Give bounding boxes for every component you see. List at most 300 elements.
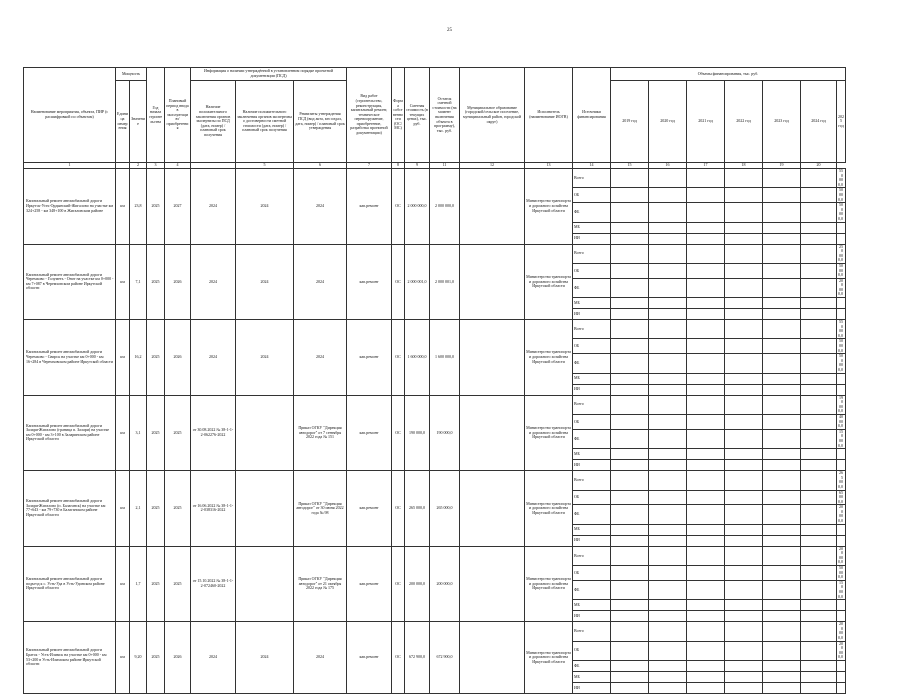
funding-source-label: ОБ	[573, 339, 611, 354]
year-amount-cell	[763, 384, 801, 395]
ownership-cell: ОС	[392, 395, 405, 471]
year-amount-cell	[725, 373, 763, 384]
year-amount-cell	[649, 641, 687, 660]
year-amount-cell	[649, 429, 687, 448]
expertise-cell: 2024	[191, 169, 236, 245]
funding-source-label: Всего	[573, 395, 611, 414]
year-amount-cell	[687, 671, 725, 682]
approval-cell: 2024	[294, 320, 347, 396]
funding-source-label: ОБ	[573, 414, 611, 429]
year-amount-cell	[649, 505, 687, 524]
year-amount-cell	[649, 535, 687, 546]
year-2025-amount: 150 000,0	[837, 580, 846, 599]
year-amount-cell	[725, 429, 763, 448]
year-amount-cell	[725, 471, 763, 490]
year-2025-amount: 200 000,0	[837, 546, 846, 565]
year-amount-cell	[649, 203, 687, 222]
year-amount-cell	[801, 471, 837, 490]
year-amount-cell	[801, 535, 837, 546]
year-amount-cell	[611, 169, 649, 188]
year-amount-cell	[687, 566, 725, 581]
year-amount-cell	[611, 188, 649, 203]
table-row	[24, 471, 846, 490]
year-2025-amount: 50 000,0	[837, 339, 846, 354]
approval-cell: 2024	[294, 244, 347, 320]
year-amount-cell	[649, 471, 687, 490]
funding-source-label: ИИ	[573, 460, 611, 471]
year-amount-cell	[649, 309, 687, 320]
year-amount-cell	[725, 566, 763, 581]
reliability-cell: 2024	[236, 244, 294, 320]
year-amount-cell	[687, 339, 725, 354]
estimated-cost-cell: 190 000,0	[405, 395, 430, 471]
column-number: 20	[801, 163, 837, 169]
year-amount-cell	[763, 373, 801, 384]
funding-source-label: ОБ	[573, 490, 611, 505]
reliability-cell: 2024	[236, 622, 294, 694]
reliability-cell: 2024	[236, 320, 294, 396]
header-year: 2023 год	[763, 81, 801, 163]
year-amount-cell	[611, 622, 649, 641]
year-amount-cell	[649, 395, 687, 414]
project-name: Капитальный ремонт автомобильной дороги Залари-Жигалово (п. Балаганск) на участке км 77+643 - км 79+730 в Балаганском районе Иркутской области	[24, 471, 116, 547]
year-amount-cell	[763, 339, 801, 354]
year-amount-cell	[763, 580, 801, 599]
year-amount-cell	[763, 460, 801, 471]
year-amount-cell	[611, 373, 649, 384]
year-amount-cell	[725, 188, 763, 203]
funding-source-label: ИИ	[573, 611, 611, 622]
year-amount-cell	[611, 203, 649, 222]
work-type-cell: кап.ремонт	[347, 244, 392, 320]
approval-cell: Приказ ОГКУ "Дирекция автодорог" от 7 сентября 2022 года № 151	[294, 395, 347, 471]
year-amount-cell	[611, 298, 649, 309]
year-amount-cell	[763, 244, 801, 263]
remaining-cost-cell: 200 000,0	[430, 546, 460, 622]
header-work-type: Вид работ (строительство, реконструкция, капитальный ремонт, техническое перевооружение, приобретение, разработка проектной документации)	[347, 68, 392, 163]
year-amount-cell	[611, 278, 649, 297]
year-2025-amount: 200 000,0	[837, 278, 846, 297]
year-amount-cell	[801, 222, 837, 233]
year-amount-cell	[763, 188, 801, 203]
year-amount-cell	[687, 682, 725, 693]
funding-source-label: ИИ	[573, 535, 611, 546]
year-amount-cell	[611, 339, 649, 354]
year-amount-cell	[725, 384, 763, 395]
year-amount-cell	[611, 222, 649, 233]
year-2025-amount: 500 000,0	[837, 203, 846, 222]
header-funding-volume: Объемы финансирования, тыс. руб.	[611, 68, 846, 81]
expertise-cell: 2024	[191, 622, 236, 694]
page-number: 25	[447, 28, 452, 33]
year-2025-amount	[837, 535, 846, 546]
year-amount-cell	[725, 203, 763, 222]
year-amount-cell	[801, 188, 837, 203]
column-number: 9	[405, 163, 430, 169]
year-2025-amount	[837, 682, 846, 693]
municipality-cell	[460, 546, 525, 622]
year-amount-cell	[763, 660, 801, 671]
year-2025-amount: 50 000,0	[837, 263, 846, 278]
year-amount-cell	[687, 263, 725, 278]
year-amount-cell	[611, 505, 649, 524]
year-2025-amount	[837, 233, 846, 244]
start-year-cell: 2025	[147, 622, 165, 694]
year-amount-cell	[801, 298, 837, 309]
year-amount-cell	[725, 395, 763, 414]
year-amount-cell	[763, 222, 801, 233]
year-amount-cell	[801, 641, 837, 660]
year-2025-amount	[837, 460, 846, 471]
year-2025-amount	[837, 611, 846, 622]
year-amount-cell	[649, 600, 687, 611]
value-cell: 1,7	[130, 546, 147, 622]
year-amount-cell	[687, 222, 725, 233]
table-row	[24, 546, 846, 565]
end-year-cell: 2026	[165, 244, 191, 320]
estimated-cost-cell: 265 000,0	[405, 471, 430, 547]
year-amount-cell	[649, 384, 687, 395]
year-amount-cell	[611, 233, 649, 244]
work-type-cell: кап.ремонт	[347, 622, 392, 694]
year-amount-cell	[725, 309, 763, 320]
year-amount-cell	[725, 611, 763, 622]
column-number: 3	[147, 163, 165, 169]
year-amount-cell	[687, 490, 725, 505]
year-amount-cell	[687, 471, 725, 490]
year-amount-cell	[763, 449, 801, 460]
funding-source-label: МБ	[573, 373, 611, 384]
year-amount-cell	[801, 460, 837, 471]
funding-source-label: ОБ	[573, 188, 611, 203]
funding-source-label: ФБ	[573, 354, 611, 373]
executor-cell: Министерство транспорта и дорожного хозяйства Иркутской области	[525, 622, 573, 694]
year-amount-cell	[801, 580, 837, 599]
year-2025-amount: 250 000,0	[837, 244, 846, 263]
year-amount-cell	[649, 524, 687, 535]
ownership-cell: ОС	[392, 169, 405, 245]
year-amount-cell	[801, 278, 837, 297]
executor-cell: Министерство транспорта и дорожного хозяйства Иркутской области	[525, 546, 573, 622]
year-amount-cell	[763, 395, 801, 414]
year-amount-cell	[611, 309, 649, 320]
year-amount-cell	[801, 320, 837, 339]
header-municipality: Муниципальное образование (городской/сельское поселение, муниципальный район, городской округ)	[460, 68, 525, 163]
year-2025-amount: 200 000,0	[837, 505, 846, 524]
year-amount-cell	[649, 546, 687, 565]
year-2025-amount	[837, 660, 846, 671]
column-number: 18	[725, 163, 763, 169]
year-amount-cell	[725, 233, 763, 244]
reliability-cell	[236, 546, 294, 622]
year-amount-cell	[725, 339, 763, 354]
year-amount-cell	[763, 611, 801, 622]
estimated-cost-cell: 672 900,0	[405, 622, 430, 694]
header-psd-info: Информация о наличии утверждённой в установленном порядке проектной документации (ПСД)	[191, 68, 347, 81]
unit-cell: км	[116, 395, 130, 471]
column-number: 5	[236, 163, 294, 169]
year-amount-cell	[725, 244, 763, 263]
end-year-cell: 2026	[165, 320, 191, 396]
year-2025-amount: 50 000,0	[837, 188, 846, 203]
year-amount-cell	[687, 524, 725, 535]
year-amount-cell	[649, 320, 687, 339]
column-number: 2	[130, 163, 147, 169]
start-year-cell: 2025	[147, 244, 165, 320]
year-amount-cell	[763, 414, 801, 429]
ownership-cell: ОС	[392, 622, 405, 694]
table-body	[24, 163, 846, 694]
year-amount-cell	[687, 546, 725, 565]
remaining-cost-cell: 2 000 000,0	[430, 169, 460, 245]
year-amount-cell	[687, 384, 725, 395]
year-2025-amount	[837, 373, 846, 384]
year-amount-cell	[649, 671, 687, 682]
year-amount-cell	[763, 490, 801, 505]
column-number: 13	[525, 163, 573, 169]
municipality-cell	[460, 471, 525, 547]
table-row	[24, 622, 846, 641]
year-amount-cell	[611, 460, 649, 471]
year-amount-cell	[725, 505, 763, 524]
executor-cell: Министерство транспорта и дорожного хозяйства Иркутской области	[525, 395, 573, 471]
year-amount-cell	[725, 460, 763, 471]
year-amount-cell	[763, 429, 801, 448]
funding-source-label: ФБ	[573, 278, 611, 297]
municipality-cell	[460, 320, 525, 396]
year-amount-cell	[725, 222, 763, 233]
executor-cell: Министерство транспорта и дорожного хозяйства Иркутской области	[525, 169, 573, 245]
year-amount-cell	[801, 233, 837, 244]
funding-source-label: Всего	[573, 471, 611, 490]
year-amount-cell	[763, 233, 801, 244]
funding-source-label: ОБ	[573, 263, 611, 278]
year-amount-cell	[763, 298, 801, 309]
year-amount-cell	[649, 339, 687, 354]
year-amount-cell	[649, 449, 687, 460]
project-name: Капитальный ремонт автомобильной дороги Иркутск-Усть-Ордынский-Жигалово на участке км 324+258 - км 348+100 в Жигаловском районе	[24, 169, 116, 245]
funding-source-label: ФБ	[573, 660, 611, 671]
header-year: 2020 год	[649, 81, 687, 163]
header-year: 2019 год	[611, 81, 649, 163]
estimated-cost-cell: 1 600 000,0	[405, 320, 430, 396]
year-amount-cell	[649, 622, 687, 641]
year-amount-cell	[611, 384, 649, 395]
work-type-cell: кап.ремонт	[347, 471, 392, 547]
year-amount-cell	[801, 622, 837, 641]
year-2025-amount	[837, 309, 846, 320]
project-name: Капитальный ремонт автомобильной дороги Братск - Усть-Илимск на участке км 0+000 - км 53+200 в Усть-Илимском районе Иркутской области	[24, 622, 116, 694]
work-type-cell: кап.ремонт	[347, 169, 392, 245]
year-amount-cell	[763, 535, 801, 546]
year-amount-cell	[801, 449, 837, 460]
year-amount-cell	[611, 682, 649, 693]
year-amount-cell	[801, 505, 837, 524]
year-amount-cell	[687, 395, 725, 414]
approval-cell: Приказ ОГКУ "Дирекция автодорог" от 21 октября 2022 года № 175	[294, 546, 347, 622]
year-amount-cell	[801, 384, 837, 395]
year-amount-cell	[801, 263, 837, 278]
executor-cell: Министерство транспорта и дорожного хозяйства Иркутской области	[525, 320, 573, 396]
approval-cell: 2024	[294, 622, 347, 694]
column-number: 4	[165, 163, 191, 169]
year-amount-cell	[725, 169, 763, 188]
year-amount-cell	[611, 660, 649, 671]
year-amount-cell	[801, 373, 837, 384]
year-amount-cell	[687, 641, 725, 660]
year-amount-cell	[611, 263, 649, 278]
expertise-cell: от 16.06.2022 № 38-1-1-2-038316-2022	[191, 471, 236, 547]
year-amount-cell	[649, 580, 687, 599]
value-cell: 3,1	[130, 395, 147, 471]
header-unit: Единица измерения	[116, 81, 130, 163]
year-amount-cell	[649, 460, 687, 471]
year-amount-cell	[687, 320, 725, 339]
value-cell: 2,1	[130, 471, 147, 547]
column-number: 6	[294, 163, 347, 169]
value-cell: 23,8	[130, 169, 147, 245]
year-amount-cell	[725, 490, 763, 505]
remaining-cost-cell: 2 000 001,0	[430, 244, 460, 320]
year-amount-cell	[725, 682, 763, 693]
year-amount-cell	[801, 566, 837, 581]
year-2025-amount: 200 000,0	[837, 622, 846, 641]
year-2025-amount	[837, 524, 846, 535]
table-header	[24, 68, 846, 163]
start-year-cell: 2025	[147, 395, 165, 471]
year-amount-cell	[687, 203, 725, 222]
year-amount-cell	[687, 298, 725, 309]
work-type-cell: кап.ремонт	[347, 320, 392, 396]
table-row	[24, 169, 846, 188]
year-amount-cell	[725, 414, 763, 429]
ownership-cell: ОС	[392, 320, 405, 396]
year-amount-cell	[687, 600, 725, 611]
year-amount-cell	[725, 263, 763, 278]
year-amount-cell	[725, 278, 763, 297]
year-2025-amount: 65 000,0	[837, 490, 846, 505]
funding-source-label: МБ	[573, 600, 611, 611]
approval-cell: 2024	[294, 169, 347, 245]
year-amount-cell	[649, 222, 687, 233]
year-amount-cell	[649, 373, 687, 384]
year-amount-cell	[763, 682, 801, 693]
funding-source-label: ОБ	[573, 641, 611, 660]
year-amount-cell	[649, 244, 687, 263]
year-amount-cell	[611, 611, 649, 622]
year-amount-cell	[649, 611, 687, 622]
header-commission-year: Плановый период ввода в эксплуатацию/приобретения	[165, 68, 191, 163]
year-amount-cell	[801, 611, 837, 622]
funding-source-label: ОБ	[573, 566, 611, 581]
year-amount-cell	[687, 169, 725, 188]
year-amount-cell	[687, 414, 725, 429]
funding-source-label: ФБ	[573, 580, 611, 599]
year-amount-cell	[725, 535, 763, 546]
header-executor: Исполнитель (наименование ИОГВ)	[525, 68, 573, 163]
year-amount-cell	[801, 309, 837, 320]
header-year: 2025 год	[837, 81, 846, 163]
year-amount-cell	[649, 354, 687, 373]
executor-cell: Министерство транспорта и дорожного хозяйства Иркутской области	[525, 471, 573, 547]
funding-source-label: Всего	[573, 320, 611, 339]
funding-source-label: ИИ	[573, 384, 611, 395]
unit-cell: км	[116, 320, 130, 396]
year-amount-cell	[649, 278, 687, 297]
year-amount-cell	[687, 429, 725, 448]
expertise-cell: от 15.10.2022 № 38-1-1-2-072460-2022	[191, 546, 236, 622]
expertise-cell: от 30.08.2022 № 38-1-1-2-062276-2022	[191, 395, 236, 471]
year-amount-cell	[611, 244, 649, 263]
year-2025-amount: 550 000,0	[837, 320, 846, 339]
year-amount-cell	[649, 263, 687, 278]
funding-source-label: МБ	[573, 298, 611, 309]
expertise-cell: 2024	[191, 244, 236, 320]
year-amount-cell	[611, 566, 649, 581]
header-year: 2021 год	[687, 81, 725, 163]
year-amount-cell	[687, 244, 725, 263]
year-amount-cell	[687, 611, 725, 622]
header-value: Значение	[130, 81, 147, 163]
funding-source-label: ФБ	[573, 429, 611, 448]
year-amount-cell	[801, 339, 837, 354]
funding-source-label: Всего	[573, 546, 611, 565]
year-2025-amount	[837, 298, 846, 309]
year-amount-cell	[649, 298, 687, 309]
year-2025-amount: 190 000,0	[837, 395, 846, 414]
year-2025-amount	[837, 671, 846, 682]
table-row	[24, 244, 846, 263]
year-amount-cell	[611, 580, 649, 599]
year-amount-cell	[763, 546, 801, 565]
header-expertise: Наличие положительного заключения органов экспертизы по ПСД (дата, номер) / плановый срок получения	[191, 81, 236, 163]
header-start-year: Год начала строительства	[147, 68, 165, 163]
column-number: 11	[430, 163, 460, 169]
header-year: 2022 год	[725, 81, 763, 163]
year-amount-cell	[801, 429, 837, 448]
header-year: 2024 год	[801, 81, 837, 163]
year-amount-cell	[763, 309, 801, 320]
year-amount-cell	[763, 320, 801, 339]
funding-source-label: ФБ	[573, 203, 611, 222]
value-cell: 16,2	[130, 320, 147, 396]
column-number: 7	[347, 163, 392, 169]
year-2025-amount	[837, 600, 846, 611]
year-amount-cell	[801, 682, 837, 693]
header-capacity: Мощность	[116, 68, 147, 81]
year-amount-cell	[801, 354, 837, 373]
year-amount-cell	[611, 449, 649, 460]
column-number: 1	[24, 163, 116, 169]
year-amount-cell	[801, 244, 837, 263]
year-2025-amount: 150 000,0	[837, 429, 846, 448]
year-amount-cell	[725, 641, 763, 660]
funding-source-label: Всего	[573, 622, 611, 641]
start-year-cell: 2025	[147, 546, 165, 622]
year-2025-amount: 200 000,0	[837, 641, 846, 660]
year-amount-cell	[649, 660, 687, 671]
year-amount-cell	[687, 373, 725, 384]
funding-source-label: МБ	[573, 222, 611, 233]
year-amount-cell	[763, 471, 801, 490]
year-amount-cell	[801, 671, 837, 682]
table-row	[24, 320, 846, 339]
year-amount-cell	[725, 449, 763, 460]
year-amount-cell	[687, 233, 725, 244]
unit-cell: км	[116, 471, 130, 547]
project-name: Капитальный ремонт автомобильной дороги Черемхово - Голуметь - Онот на участке км 0+000 - км 7+087 в Черемховском районе Иркутской области	[24, 244, 116, 320]
year-amount-cell	[611, 600, 649, 611]
